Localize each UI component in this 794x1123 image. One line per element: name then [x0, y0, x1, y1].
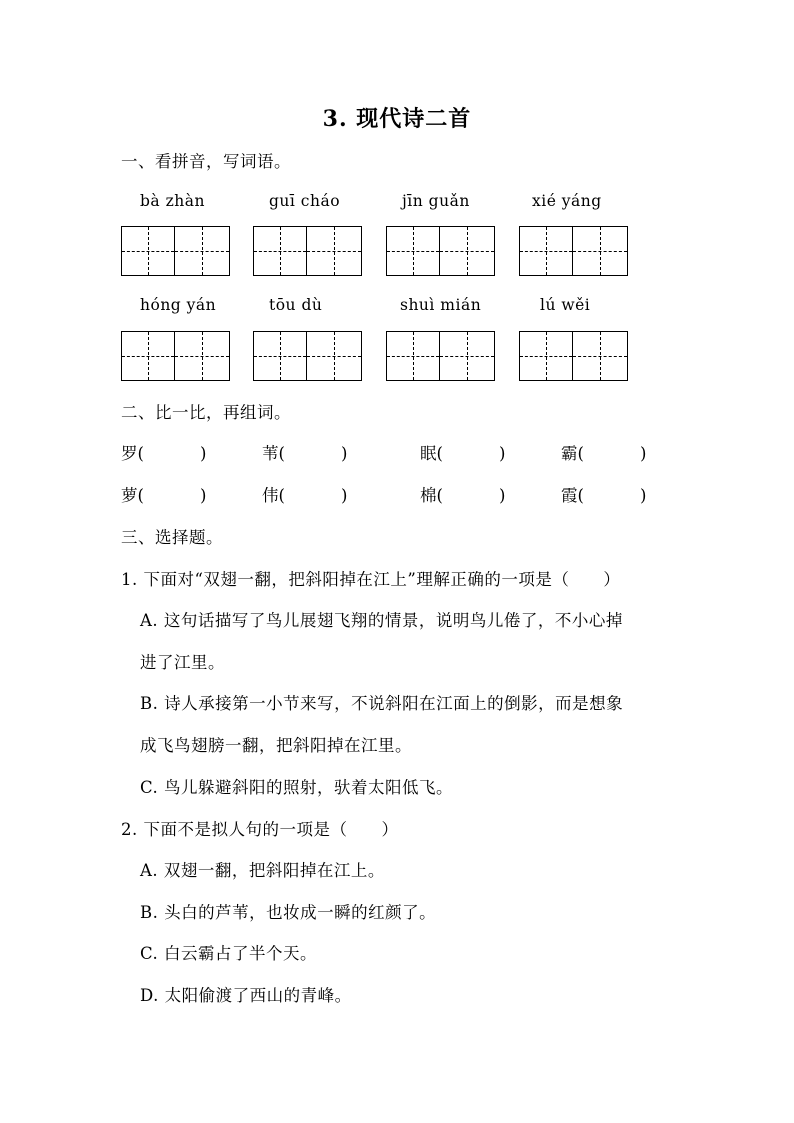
compare-item[interactable] [262, 440, 347, 464]
writing-grid[interactable] [386, 226, 495, 276]
pinyin-label: tōu dù [269, 296, 323, 314]
open-paren: ( [137, 486, 144, 505]
close-paren: ) [498, 486, 506, 505]
compare-item[interactable] [561, 440, 646, 464]
close-paren: ) [498, 444, 506, 463]
writing-grid[interactable] [253, 331, 362, 381]
close-paren: ) [340, 486, 348, 505]
compare-item[interactable] [121, 440, 206, 464]
compare-char: 眠 [420, 444, 437, 463]
open-paren: ( [137, 444, 144, 463]
compare-item[interactable] [420, 482, 505, 506]
pinyin-label: lú wěi [540, 296, 591, 314]
question-1-option-a-cont: 进了江里。 [140, 653, 225, 672]
writing-grid[interactable] [519, 226, 628, 276]
pinyin-label: guī cháo [269, 192, 341, 210]
question-2-option-c[interactable]: C. 白云霸占了半个天。 [140, 944, 318, 963]
compare-item[interactable] [121, 482, 206, 506]
open-paren: ( [278, 486, 285, 505]
compare-char: 棉 [420, 486, 437, 505]
pinyin-label: shuì mián [400, 296, 482, 314]
close-paren: ) [199, 486, 207, 505]
compare-char: 伟 [262, 486, 279, 505]
compare-char: 霞 [561, 486, 578, 505]
question-2-stem: 2. 下面不是拟人句的一项是（ ） [121, 820, 399, 839]
compare-char: 萝 [121, 486, 138, 505]
section3-heading: 三、选择题。 [121, 528, 223, 547]
open-paren: ( [577, 486, 584, 505]
compare-char: 霸 [561, 444, 578, 463]
pinyin-label: xié yáng [532, 192, 602, 210]
close-paren: ) [199, 444, 207, 463]
writing-grid[interactable] [386, 331, 495, 381]
pinyin-label: hóng yán [140, 296, 217, 314]
question-2-option-a[interactable]: A. 双翅一翻，把斜阳掉在江上。 [140, 861, 385, 880]
writing-grid[interactable] [121, 331, 230, 381]
compare-item[interactable] [262, 482, 347, 506]
page-title: 3. 现代诗二首 [322, 106, 472, 132]
open-paren: ( [278, 444, 285, 463]
question-1-option-b-cont: 成飞鸟翅膀一翻，把斜阳掉在江里。 [140, 736, 412, 755]
pinyin-label: bà zhàn [140, 192, 205, 210]
compare-char: 苇 [262, 444, 279, 463]
close-paren: ) [639, 444, 647, 463]
writing-grid[interactable] [121, 226, 230, 276]
question-1-stem: 1. 下面对“双翅一翻，把斜阳掉在江上”理解正确的一项是（ ） [121, 570, 621, 589]
writing-grid[interactable] [519, 331, 628, 381]
compare-item[interactable] [561, 482, 646, 506]
section2-heading: 二、比一比，再组词。 [121, 403, 291, 422]
open-paren: ( [436, 486, 443, 505]
writing-grid[interactable] [253, 226, 362, 276]
compare-char: 罗 [121, 444, 138, 463]
question-1-option-b[interactable]: B. 诗人承接第一小节来写，不说斜阳在江面上的倒影，而是想象 [140, 694, 624, 713]
open-paren: ( [436, 444, 443, 463]
section1-heading: 一、看拼音，写词语。 [121, 152, 291, 171]
question-2-option-d[interactable]: D. 太阳偷渡了西山的青峰。 [140, 986, 352, 1005]
pinyin-label: jīn guǎn [402, 192, 470, 210]
compare-item[interactable] [420, 440, 505, 464]
question-1-option-a[interactable]: A. 这句话描写了鸟儿展翅飞翔的情景，说明鸟儿倦了，不小心掉 [140, 611, 623, 630]
open-paren: ( [577, 444, 584, 463]
close-paren: ) [639, 486, 647, 505]
close-paren: ) [340, 444, 348, 463]
question-1-option-c[interactable]: C. 鸟儿躲避斜阳的照射，驮着太阳低飞。 [140, 778, 454, 797]
question-2-option-b[interactable]: B. 头白的芦苇，也妆成一瞬的红颜了。 [140, 903, 437, 922]
